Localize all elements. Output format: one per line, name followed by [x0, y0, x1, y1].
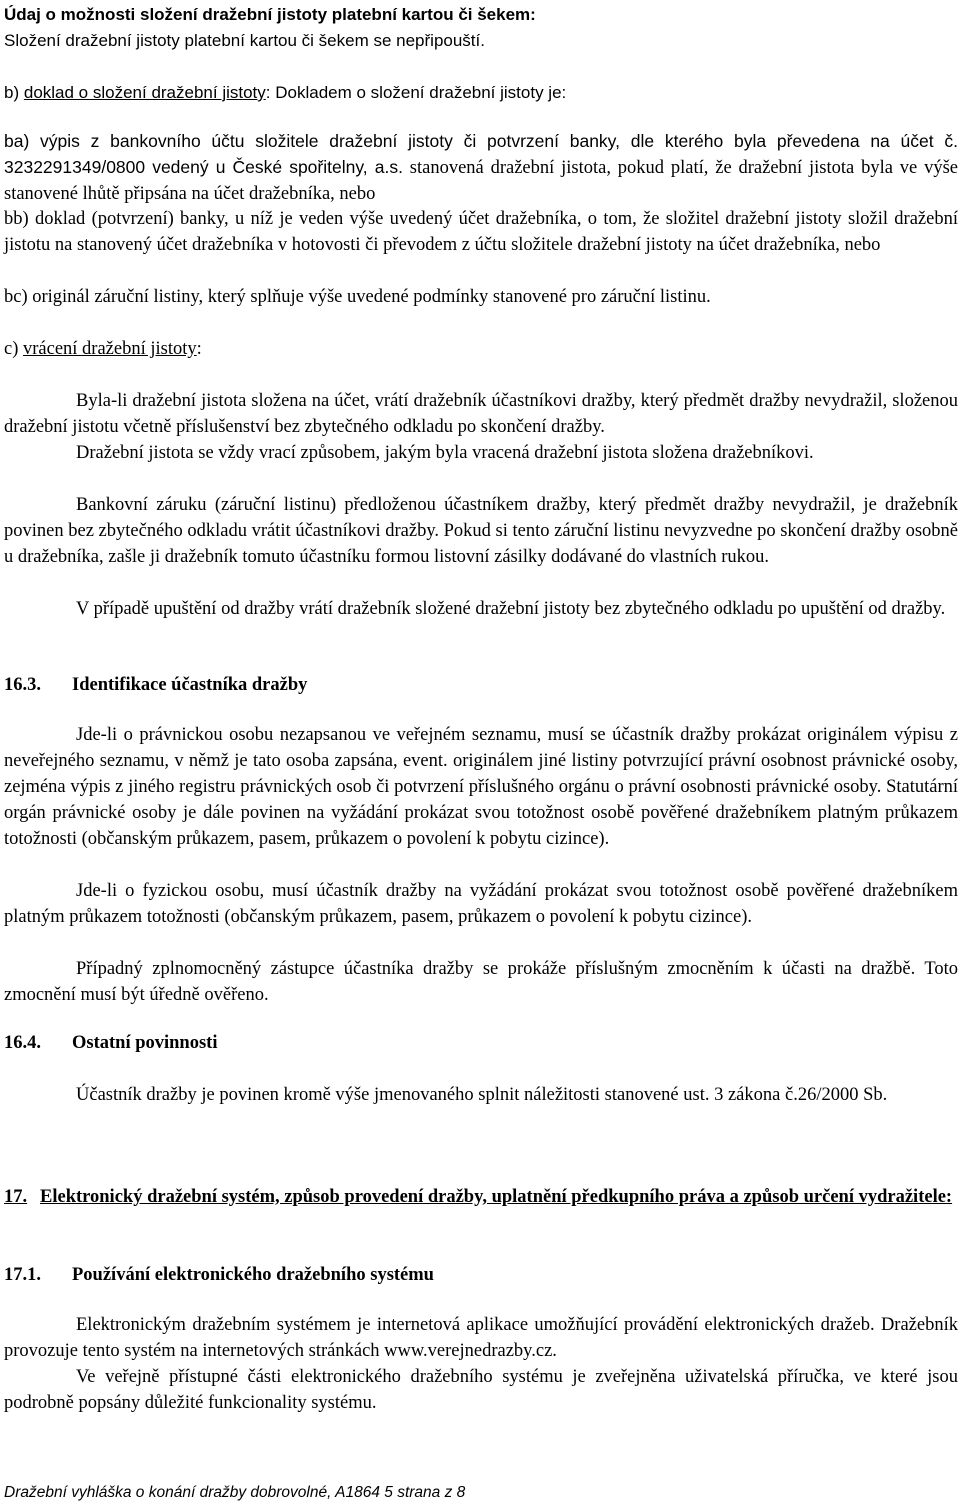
section-17-1-number: 17.1.: [4, 1265, 41, 1285]
payment-card-text: Složení dražební jistoty platební kartou či šekem se nepřipouští.: [4, 31, 485, 50]
section-17-number: 17.: [4, 1187, 28, 1207]
section-c-heading: vrácení dražební jistoty: [23, 339, 197, 359]
s171-paragraph-1: Elektronickým dražebním systémem je internetová aplikace umožňující provádění elektronických dražeb. Dražebník provozuje tento systém na internetových stránkách www.verejnedrazby.cz.: [4, 1315, 958, 1361]
section-16-4-heading: [4, 1030, 958, 1056]
section-17-heading: [4, 1184, 958, 1210]
s163-paragraph-3: Případný zplnomocněný zástupce účastníka dražby se prokáže příslušným zmocněním k účasti na dražbě. Toto zmocnění musí být úředně ověřeno.: [4, 959, 958, 1005]
section-17-title: Elektronický dražební systém, způsob provedení dražby, uplatnění předkupního práva a způsob určení vydražitele:: [40, 1187, 953, 1207]
c-paragraph-2: Dražební jistota se vždy vrací způsobem, jakým byla vracená dražební jistota složena dražebníkovi.: [76, 443, 814, 463]
item-bb: bb) doklad (potvrzení) banky, u níž je veden výše uvedený účet dražebníka, o tom, že složitel dražební jistoty složil dražební jistotu na stanovený účet dražebníka v hotovosti či převodem z účtu složitele dražební jistoty na účet dražebníka, nebo: [4, 209, 958, 255]
s163-paragraph-2: Jde-li o fyzickou osobu, musí účastník dražby na vyžádání prokázat svou totožnost osobě pověřené dražebníkem platným průkazem totožnosti (občanským průkazem, pasem, průkazem o povolení k pobytu cizince).: [4, 881, 958, 927]
page-footer: Dražební vyhláška o konání dražby dobrovolné, A1864 5 strana z 8: [4, 1484, 466, 1501]
section-c-colon: :: [196, 339, 202, 359]
section-16-4-number: 16.4.: [4, 1033, 41, 1053]
item-ba-sans-text: ba) výpis z bankovního účtu složitele dražební jistoty či potvrzení banky, dle kterého byla převedena na účet č. 3232291349/0800 vedený u České spořitelny, a.s.: [4, 131, 958, 177]
section-16-3-title: Identifikace účastníka dražby: [72, 675, 308, 695]
section-b: [4, 80, 958, 106]
section-c: [4, 336, 958, 362]
payment-card-section: [4, 2, 958, 54]
c-paragraph-4: V případě upuštění od dražby vrátí dražebník složené dražební jistoty bez zbytečného odkladu po upuštění od dražby.: [76, 599, 946, 619]
section-b-heading: doklad o složení dražební jistoty: [23, 83, 266, 102]
section-b-label: b): [4, 83, 20, 102]
section-c-label: c): [4, 339, 19, 359]
section-16-3-number: 16.3.: [4, 675, 41, 695]
section-b-rest: : Dokladem o složení dražební jistoty je:: [265, 83, 567, 102]
c-paragraph-1: Byla-li dražební jistota složena na účet, vrátí dražebník účastníkovi dražby, který předmět dražby nevydražil, složenou dražební jistotu včetně příslušenství bez zbytečného odkladu po skončení dražby.: [4, 391, 958, 437]
item-bc: bc) originál záruční listiny, který splňuje výše uvedené podmínky stanovené pro záruční listinu.: [4, 287, 711, 307]
section-17-1-title: Používání elektronického dražebního systému: [72, 1265, 434, 1285]
item-ba-serif-text: stanovená dražební jistota, pokud platí, že dražební jistota byla ve výše stanovené lhůtě připsána na účet dražebníka, nebo: [4, 158, 958, 204]
section-16-4-title: Ostatní povinnosti: [72, 1033, 218, 1053]
section-17-1-heading: [4, 1262, 958, 1288]
item-ba: [4, 128, 958, 207]
c-paragraph-3: Bankovní záruku (záruční listinu) předloženou účastníkem dražby, který předmět dražby nevydražil, je dražebník povinen bez zbytečného odkladu vrátit účastníkovi dražby. Pokud si tento záruční listinu nevyzvedne po skončení dražby osobně u dražebníka, zašle ji dražebník tomuto účastníku formou listovní zásilky dodávané do vlastních rukou.: [4, 495, 958, 567]
s163-paragraph-1: Jde-li o právnickou osobu nezapsanou ve veřejném seznamu, musí se účastník dražby prokázat originálem výpisu z neveřejného seznamu, v němž je tato osoba zapsána, event. originálem jiné listiny potvrzující právní osobnost právnické osoby, zejména výpis z jiného registru právnických osob či potvrzení příslušného orgánu o právní osobnosti právnické osoby. Statutární orgán právnické osoby je dále povinen na vyžádání prokázat svou totožnost osobě pověřené dražebníkem platným průkazem totožnosti (občanským průkazem, pasem, průkazem o povolení k pobytu cizince).: [4, 725, 958, 849]
section-16-3-heading: [4, 672, 958, 698]
s164-paragraph: Účastník dražby je povinen kromě výše jmenovaného splnit náležitosti stanovené ust. 3 zákona č.26/2000 Sb.: [76, 1085, 888, 1105]
payment-card-heading: Údaj o možnosti složení dražební jistoty platební kartou či šekem:: [4, 5, 536, 24]
s171-paragraph-2: Ve veřejně přístupné části elektronického dražebního systému je zveřejněna uživatelská příručka, ve které jsou podrobně popsány důležité funkcionality systému.: [4, 1367, 958, 1413]
